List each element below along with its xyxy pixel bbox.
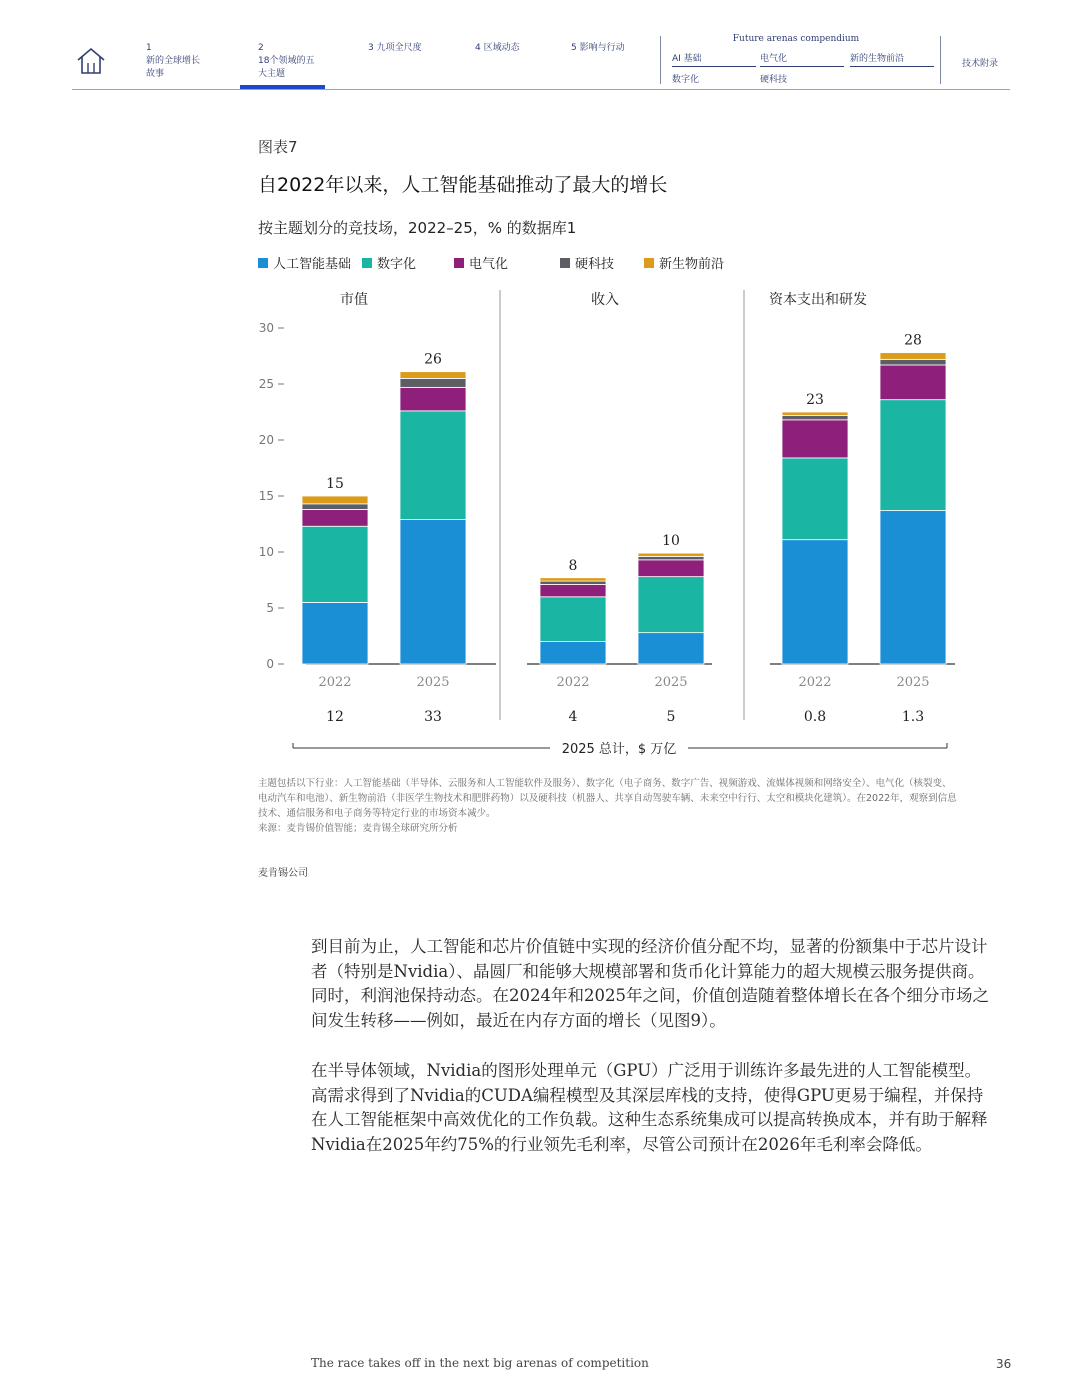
panel-title: 市值 — [340, 292, 368, 308]
total-2025-value: 12 — [326, 709, 344, 725]
bar-segment — [782, 415, 848, 419]
nav-item-5[interactable] — [571, 42, 627, 55]
bar-segment — [540, 581, 606, 584]
legend-label: 新生物前沿 — [659, 257, 725, 272]
x-tick-label: 2025 — [416, 675, 450, 690]
legend-label: 硬科技 — [575, 257, 615, 272]
legend-swatch — [560, 258, 570, 268]
y-tick-label: 20 — [258, 433, 274, 447]
nav-item-1[interactable] — [146, 42, 208, 81]
nav-item-label: 18个领域的五大主题 — [258, 56, 315, 79]
source-text: 来源：麦肯锡价值智能；麦肯锡全球研究所分析 — [258, 823, 458, 834]
legend-item — [644, 253, 724, 272]
nav-item-number: 5 — [571, 43, 577, 53]
legend-swatch — [644, 258, 654, 268]
bar-segment — [782, 540, 848, 664]
bar-segment — [400, 411, 466, 520]
total-2025-value: 33 — [424, 709, 442, 725]
bar-segment — [540, 597, 606, 642]
y-tick-label: 5 — [266, 601, 274, 615]
bar-total-label: 10 — [662, 533, 680, 550]
bar-segment — [302, 509, 368, 526]
footer-text: The race takes off in the next big arenas of competition — [311, 1356, 649, 1370]
total-2025-value: 0.8 — [803, 709, 827, 725]
bar-segment — [302, 496, 368, 504]
legend-swatch — [258, 258, 268, 268]
y-tick-label: 30 — [258, 321, 274, 335]
bar-segment — [880, 365, 946, 400]
y-tick-label: 10 — [258, 545, 274, 559]
link-underline — [760, 66, 844, 67]
company-name: 麦肯锡公司 — [258, 868, 308, 879]
nav-item-label: 九项全尺度 — [376, 43, 422, 53]
bar-total-label: 26 — [424, 351, 442, 368]
legend-label: 电气化 — [469, 257, 509, 272]
legend-swatch — [454, 258, 464, 268]
bar-segment — [880, 353, 946, 360]
x-tick-label: 2022 — [318, 675, 352, 690]
stacked-bar-chart — [250, 280, 970, 760]
compendium-link-electrification[interactable]: 电气化 — [760, 54, 788, 64]
bar-segment — [400, 378, 466, 387]
tech-appendix-link[interactable]: 技术附录 — [962, 59, 999, 69]
home-icon[interactable] — [76, 46, 106, 80]
figure-notes — [258, 776, 958, 836]
bar-total-label: 15 — [326, 476, 344, 492]
nav-item-2[interactable] — [258, 42, 316, 81]
bar-segment — [400, 520, 466, 664]
bar-segment — [540, 578, 606, 581]
compendium-link-bio[interactable]: 新的生物前沿 — [850, 54, 905, 64]
bar-total-label: 8 — [568, 557, 578, 574]
compendium-link-ai[interactable]: AI 基础 — [672, 54, 702, 64]
total-2025-value: 5 — [666, 709, 676, 725]
bar-segment — [880, 359, 946, 365]
figure-title: 自2022年以来，人工智能基础推动了最大的增长 — [258, 174, 668, 196]
total-2025-value: 1.3 — [901, 709, 925, 725]
link-underline — [672, 66, 756, 67]
bar-total-label: 23 — [806, 392, 824, 408]
bar-segment — [302, 526, 368, 602]
nav-item-label: 影响与行动 — [579, 43, 625, 53]
legend-item — [454, 253, 508, 272]
body-paragraph: 在半导体领域，Nvidia的图形处理单元（GPU）广泛用于训练许多最先进的人工智能模型。高需求得到了Nvidia的CUDA编程模型及其深层库栈的支持，使得GPU更易于编程，并保持在人工智能框架中高效优化的工作负载。这种生态系统集成可以提高转换成本，并有助于解释Nvidia在2025年约75%的行业领先毛利率，尽管公司预计在2026年毛利率会降低。 — [311, 1061, 988, 1154]
compendium-link-hardtech[interactable]: 硬科技 — [760, 75, 788, 85]
bar-segment — [782, 458, 848, 540]
compendium-link-digital[interactable]: 数字化 — [672, 75, 700, 85]
panel-title: 资本支出和研发 — [769, 292, 867, 308]
bar-segment — [302, 504, 368, 510]
legend-item — [258, 253, 351, 272]
bar-segment — [638, 556, 704, 559]
bar-segment — [782, 420, 848, 458]
x-tick-label: 2022 — [556, 675, 590, 690]
nav-item-number: 1 — [146, 43, 152, 53]
nav-item-4[interactable] — [475, 42, 525, 55]
legend-label: 人工智能基础 — [273, 257, 352, 272]
chart-legend — [258, 253, 818, 273]
figure-subtitle: 按主题划分的竞技场，2022–25，% 的数据库1 — [258, 219, 577, 237]
y-tick-label: 15 — [258, 489, 274, 503]
nav-item-number: 2 — [258, 43, 264, 53]
y-tick-label: 25 — [258, 377, 274, 391]
legend-swatch — [362, 258, 372, 268]
x-tick-label: 2025 — [896, 675, 930, 690]
legend-item — [362, 253, 416, 272]
bar-total-label: 28 — [904, 332, 922, 349]
bar-segment — [302, 602, 368, 664]
page-number: 36 — [996, 1357, 1012, 1371]
nav-item-3[interactable] — [368, 42, 426, 55]
figure-label: 图表7 — [258, 138, 298, 156]
bar-segment — [638, 553, 704, 556]
nav-item-number: 3 — [368, 43, 374, 53]
bar-segment — [400, 372, 466, 379]
y-tick-label: 0 — [266, 657, 274, 671]
x-tick-label: 2022 — [798, 675, 832, 690]
total-2025-value: 4 — [568, 709, 578, 725]
legend-label: 数字化 — [377, 257, 417, 272]
bar-segment — [400, 387, 466, 411]
total-bracket-label: 2025 总计，$ 万亿 — [561, 742, 677, 757]
nav-divider — [660, 36, 661, 84]
nav-divider — [940, 36, 941, 84]
bar-segment — [638, 560, 704, 577]
nav-item-number: 4 — [475, 43, 481, 53]
nav-item-label: 区域动态 — [483, 43, 520, 53]
body-paragraph: 到目前为止，人工智能和芯片价值链中实现的经济价值分配不均，显著的份额集中于芯片设计者（特别是Nvidia）、晶圆厂和能够大规模部署和货币化计算能力的超大规模云服务提供商。同时，利润池保持动态。在2024年和2025年之间，价值创造随着整体增长在各个细分市场之间发生转移——例如，最近在内存方面的增长（见图9）。 — [311, 937, 989, 1030]
bar-segment — [638, 577, 704, 633]
x-tick-label: 2025 — [654, 675, 688, 690]
bar-segment — [880, 511, 946, 664]
nav-rule — [72, 89, 1010, 90]
legend-item — [560, 253, 614, 272]
panel-title: 收入 — [591, 292, 619, 308]
bar-segment — [540, 642, 606, 664]
compendium-title: Future arenas compendium — [732, 34, 860, 44]
bar-segment — [638, 633, 704, 664]
bar-segment — [540, 584, 606, 596]
notes-text: 主题包括以下行业：人工智能基础（半导体、云服务和人工智能软件及服务）、数字化（电子商务、数字广告、视频游戏、流媒体视频和网络安全）、电气化（核裂变、电动汽车和电池）、新生物前沿（非医学生物技术和肥胖药物）以及硬科技（机器人、共享自动驾驶车辆、未来空中行行、太空和模块化建筑）。在2022年，观察到信息技术、通信服务和电子商务等特定行业的市场资本减少。 — [258, 778, 957, 819]
nav-item-label: 新的全球增长故事 — [146, 56, 201, 79]
bar-segment — [880, 400, 946, 511]
link-underline — [850, 66, 934, 67]
bar-segment — [782, 412, 848, 415]
